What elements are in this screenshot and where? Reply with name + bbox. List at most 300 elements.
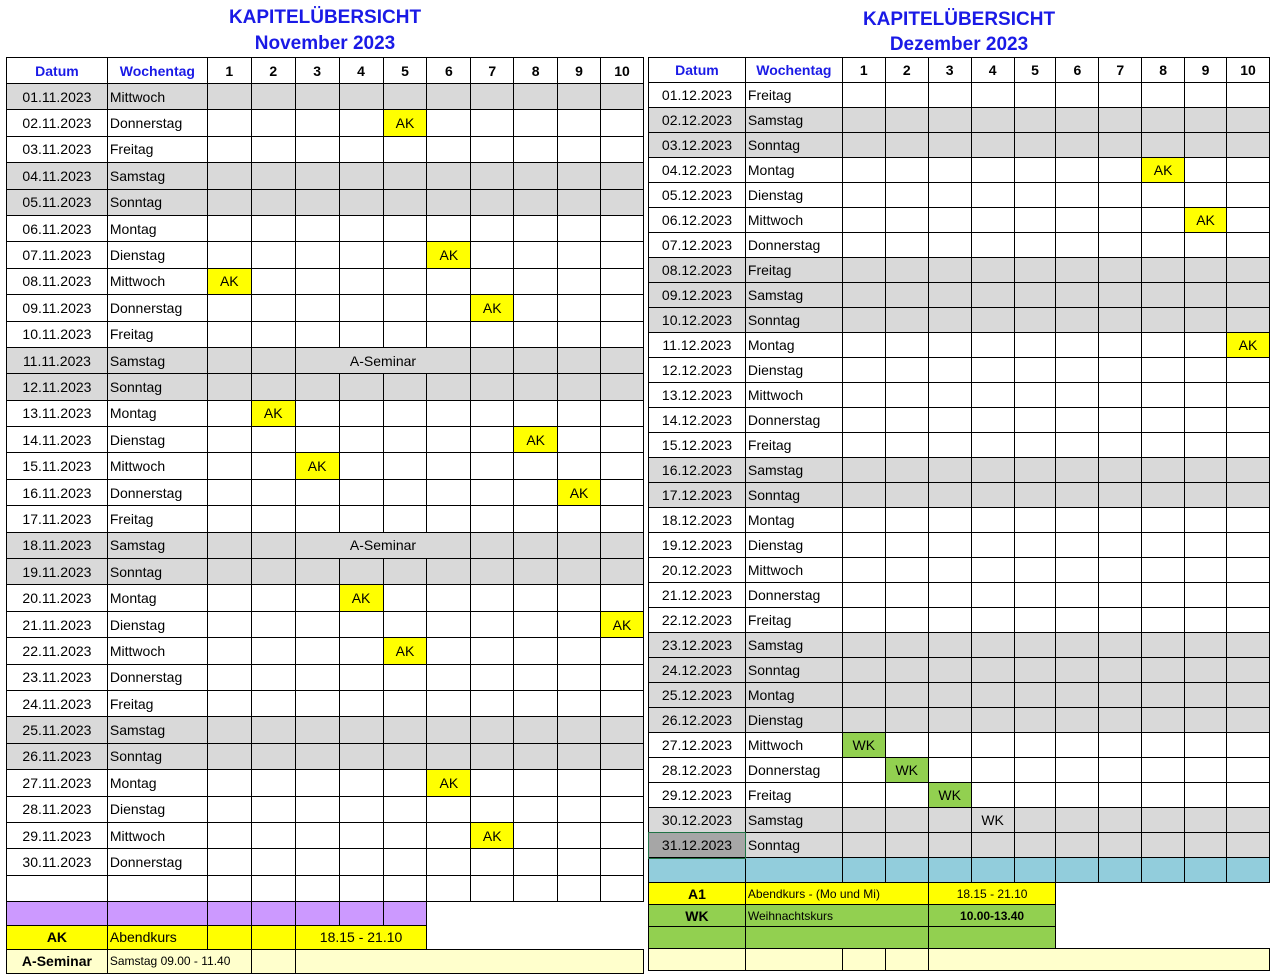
chapter-cell[interactable] [514,268,558,294]
chapter-cell[interactable] [601,664,644,690]
date-cell[interactable]: 14.12.2023 [649,408,746,433]
chapter-cell[interactable] [1099,508,1142,533]
chapter-cell[interactable] [928,483,971,508]
seminar-cell[interactable]: A-Seminar [295,532,471,558]
chapter-cell[interactable] [558,136,601,162]
chapter-cell[interactable] [1099,283,1142,308]
date-cell[interactable]: 18.12.2023 [649,508,746,533]
chapter-cell[interactable] [383,717,427,743]
green-cell[interactable] [649,927,746,949]
chapter-cell[interactable] [928,433,971,458]
chapter-cell[interactable] [971,183,1014,208]
chapter-cell[interactable] [842,183,885,208]
date-cell[interactable]: 10.11.2023 [7,321,108,347]
chapter-cell[interactable] [207,347,251,373]
chapter-cell[interactable] [471,215,514,241]
chapter-cell[interactable] [514,506,558,532]
chapter-cell[interactable] [427,84,471,110]
chapter-cell[interactable] [928,233,971,258]
chapter-cell[interactable] [601,559,644,585]
date-cell[interactable]: 26.12.2023 [649,708,746,733]
weekday-cell[interactable]: Samstag [107,532,207,558]
chapter-cell[interactable] [471,189,514,215]
chapter-cell[interactable] [601,136,644,162]
chapter-cell[interactable] [1099,358,1142,383]
chapter-cell[interactable] [1099,633,1142,658]
date-cell[interactable]: 07.12.2023 [649,233,746,258]
chapter-cell[interactable] [928,683,971,708]
chapter-cell[interactable] [1056,133,1099,158]
chapter-cell[interactable] [514,321,558,347]
chapter-cell[interactable] [514,215,558,241]
chapter-cell[interactable] [885,308,928,333]
chapter-cell[interactable] [1185,508,1227,533]
chapter-cell[interactable] [1056,583,1099,608]
chapter-cell[interactable] [251,743,295,769]
chapter-cell[interactable] [928,533,971,558]
weekday-cell[interactable]: Donnerstag [745,408,842,433]
chapter-mark-ak[interactable]: AK [1142,158,1185,183]
date-cell[interactable]: 20.12.2023 [649,558,746,583]
chapter-cell[interactable] [295,559,339,585]
chapter-cell[interactable] [427,849,471,875]
chapter-cell[interactable] [1226,658,1269,683]
chapter-cell[interactable] [207,427,251,453]
chapter-cell[interactable] [1014,233,1056,258]
date-cell[interactable]: 27.11.2023 [7,770,108,796]
chapter-cell[interactable] [1099,183,1142,208]
chapter-cell[interactable] [427,268,471,294]
chapter-cell[interactable] [295,136,339,162]
chapter-cell[interactable] [514,163,558,189]
chapter-cell[interactable] [295,400,339,426]
chapter-cell[interactable] [339,638,383,664]
chapter-cell[interactable] [251,717,295,743]
chapter-cell[interactable] [1014,608,1056,633]
weekday-cell[interactable]: Dienstag [745,358,842,383]
chapter-cell[interactable] [1099,458,1142,483]
chapter-cell[interactable] [842,833,885,858]
weekday-cell[interactable]: Sonntag [745,308,842,333]
lavender-cell[interactable] [107,901,207,925]
chapter-cell[interactable] [885,433,928,458]
chapter-cell[interactable] [1142,408,1185,433]
ly-cell[interactable] [928,949,1269,971]
teal-cell[interactable] [971,858,1014,883]
chapter-cell[interactable] [1099,333,1142,358]
chapter-cell[interactable] [971,533,1014,558]
weekday-cell[interactable]: Mittwoch [745,208,842,233]
date-cell[interactable]: 11.12.2023 [649,333,746,358]
chapter-cell[interactable] [558,532,601,558]
weekday-cell[interactable]: Samstag [107,717,207,743]
date-cell[interactable]: 09.11.2023 [7,295,108,321]
chapter-cell[interactable] [514,585,558,611]
chapter-cell[interactable] [207,295,251,321]
chapter-cell[interactable] [471,163,514,189]
chapter-cell[interactable] [601,163,644,189]
date-cell[interactable]: 28.12.2023 [649,758,746,783]
chapter-cell[interactable] [1056,233,1099,258]
chapter-cell[interactable] [383,427,427,453]
chapter-cell[interactable] [339,84,383,110]
date-cell[interactable]: 24.12.2023 [649,658,746,683]
chapter-cell[interactable] [295,215,339,241]
chapter-cell[interactable] [1056,183,1099,208]
chapter-cell[interactable] [1099,483,1142,508]
empty-cell[interactable] [471,875,514,901]
chapter-cell[interactable] [1185,358,1227,383]
chapter-cell[interactable] [1226,783,1269,808]
chapter-cell[interactable] [1099,208,1142,233]
chapter-cell[interactable] [1142,183,1185,208]
chapter-cell[interactable] [514,295,558,321]
chapter-cell[interactable] [427,690,471,716]
chapter-cell[interactable] [558,189,601,215]
chapter-cell[interactable] [1226,633,1269,658]
empty-cell[interactable] [339,875,383,901]
chapter-cell[interactable] [842,208,885,233]
chapter-cell[interactable] [842,458,885,483]
chapter-cell[interactable] [1014,308,1056,333]
empty-cell[interactable] [558,875,601,901]
chapter-cell[interactable] [1014,483,1056,508]
green-cell[interactable] [928,927,1056,949]
date-cell[interactable]: 26.11.2023 [7,743,108,769]
date-cell[interactable]: 02.12.2023 [649,108,746,133]
chapter-cell[interactable] [842,83,885,108]
chapter-cell[interactable] [885,783,928,808]
chapter-cell[interactable] [251,638,295,664]
chapter-cell[interactable] [1056,833,1099,858]
chapter-cell[interactable] [1226,283,1269,308]
chapter-cell[interactable] [885,733,928,758]
chapter-cell[interactable] [1185,408,1227,433]
chapter-cell[interactable] [601,822,644,848]
seminar-cell[interactable]: A-Seminar [295,347,471,373]
chapter-cell[interactable] [295,479,339,505]
chapter-cell[interactable] [842,333,885,358]
chapter-mark-ak[interactable]: AK [1185,208,1227,233]
date-cell[interactable]: 06.11.2023 [7,215,108,241]
date-cell[interactable]: 08.12.2023 [649,258,746,283]
chapter-cell[interactable] [471,559,514,585]
chapter-cell[interactable] [928,408,971,433]
chapter-cell[interactable] [842,408,885,433]
chapter-cell[interactable] [971,258,1014,283]
chapter-cell[interactable] [885,258,928,283]
chapter-cell[interactable] [1185,83,1227,108]
chapter-cell[interactable] [471,849,514,875]
chapter-cell[interactable] [558,611,601,637]
chapter-cell[interactable] [514,849,558,875]
chapter-cell[interactable] [558,822,601,848]
chapter-cell[interactable] [251,664,295,690]
lavender-cell[interactable] [339,901,383,925]
chapter-cell[interactable] [842,508,885,533]
chapter-cell[interactable] [928,658,971,683]
chapter-cell[interactable] [1226,808,1269,833]
chapter-cell[interactable] [558,347,601,373]
chapter-cell[interactable] [1142,533,1185,558]
chapter-cell[interactable] [1014,208,1056,233]
chapter-cell[interactable] [928,183,971,208]
chapter-cell[interactable] [885,683,928,708]
date-cell[interactable]: 04.11.2023 [7,163,108,189]
chapter-cell[interactable] [339,849,383,875]
chapter-cell[interactable] [471,796,514,822]
chapter-cell[interactable] [514,796,558,822]
chapter-cell[interactable] [471,611,514,637]
chapter-cell[interactable] [295,427,339,453]
chapter-cell[interactable] [601,743,644,769]
chapter-cell[interactable] [1014,658,1056,683]
weekday-cell[interactable]: Sonntag [745,833,842,858]
legend-cell[interactable] [295,949,643,973]
chapter-cell[interactable] [514,400,558,426]
chapter-cell[interactable] [558,163,601,189]
chapter-cell[interactable] [601,506,644,532]
chapter-cell[interactable] [1099,658,1142,683]
chapter-cell[interactable] [339,743,383,769]
chapter-cell[interactable] [514,453,558,479]
chapter-cell[interactable] [1226,608,1269,633]
chapter-cell[interactable] [928,583,971,608]
chapter-cell[interactable] [1014,708,1056,733]
chapter-cell[interactable] [207,743,251,769]
teal-cell[interactable] [1099,858,1142,883]
chapter-cell[interactable] [1056,308,1099,333]
empty-cell[interactable] [251,875,295,901]
chapter-cell[interactable] [928,108,971,133]
chapter-cell[interactable] [1226,508,1269,533]
chapter-cell[interactable] [1056,158,1099,183]
teal-cell[interactable] [1056,858,1099,883]
chapter-cell[interactable] [1185,783,1227,808]
chapter-cell[interactable] [1099,408,1142,433]
chapter-cell[interactable] [339,295,383,321]
chapter-cell[interactable] [971,733,1014,758]
chapter-cell[interactable] [1185,533,1227,558]
chapter-cell[interactable] [1142,708,1185,733]
date-cell[interactable]: 17.11.2023 [7,506,108,532]
chapter-cell[interactable] [558,268,601,294]
chapter-cell[interactable] [601,638,644,664]
chapter-cell[interactable] [928,758,971,783]
teal-cell[interactable] [745,858,842,883]
chapter-cell[interactable] [885,633,928,658]
chapter-cell[interactable] [471,638,514,664]
chapter-cell[interactable] [207,163,251,189]
date-cell[interactable]: 03.11.2023 [7,136,108,162]
chapter-cell[interactable] [1226,158,1269,183]
chapter-cell[interactable] [885,508,928,533]
chapter-cell[interactable] [251,189,295,215]
chapter-cell[interactable] [295,295,339,321]
chapter-cell[interactable] [471,110,514,136]
chapter-cell[interactable] [427,638,471,664]
chapter-cell[interactable] [471,743,514,769]
chapter-cell[interactable] [207,215,251,241]
chapter-cell[interactable] [427,295,471,321]
chapter-cell[interactable] [1185,158,1227,183]
chapter-cell[interactable] [1185,283,1227,308]
chapter-cell[interactable] [383,268,427,294]
weekday-cell[interactable]: Samstag [107,163,207,189]
chapter-cell[interactable] [251,215,295,241]
chapter-cell[interactable] [558,215,601,241]
chapter-cell[interactable] [383,374,427,400]
chapter-cell[interactable] [251,479,295,505]
chapter-cell[interactable] [1099,608,1142,633]
chapter-cell[interactable] [251,796,295,822]
chapter-mark-ak[interactable]: AK [427,242,471,268]
chapter-cell[interactable] [1099,433,1142,458]
chapter-cell[interactable] [383,321,427,347]
weekday-cell[interactable]: Sonntag [107,374,207,400]
chapter-cell[interactable] [1142,808,1185,833]
chapter-cell[interactable] [383,506,427,532]
weekday-cell[interactable]: Mittwoch [107,84,207,110]
chapter-cell[interactable] [1056,258,1099,283]
date-cell[interactable]: 01.12.2023 [649,83,746,108]
chapter-cell[interactable] [885,358,928,383]
ly-cell[interactable] [745,949,842,971]
chapter-cell[interactable] [339,189,383,215]
chapter-cell[interactable] [1226,708,1269,733]
chapter-cell[interactable] [339,215,383,241]
teal-cell[interactable] [1226,858,1269,883]
weekday-cell[interactable]: Donnerstag [745,583,842,608]
chapter-cell[interactable] [601,532,644,558]
date-cell[interactable]: 09.12.2023 [649,283,746,308]
chapter-cell[interactable] [1056,483,1099,508]
chapter-cell[interactable] [339,374,383,400]
chapter-cell[interactable] [1099,783,1142,808]
chapter-cell[interactable] [1056,683,1099,708]
chapter-cell[interactable] [971,583,1014,608]
date-cell[interactable]: 29.11.2023 [7,822,108,848]
date-cell[interactable]: 22.12.2023 [649,608,746,633]
teal-cell[interactable] [1142,858,1185,883]
chapter-cell[interactable] [1185,308,1227,333]
chapter-cell[interactable] [558,453,601,479]
ly-cell[interactable] [649,949,746,971]
chapter-cell[interactable] [383,242,427,268]
chapter-cell[interactable] [971,158,1014,183]
chapter-cell[interactable] [1099,758,1142,783]
chapter-cell[interactable] [1099,383,1142,408]
chapter-cell[interactable] [295,84,339,110]
chapter-cell[interactable] [251,295,295,321]
chapter-cell[interactable] [207,664,251,690]
chapter-mark-ak[interactable]: AK [383,638,427,664]
chapter-cell[interactable] [383,163,427,189]
chapter-cell[interactable] [1226,408,1269,433]
chapter-cell[interactable] [1226,383,1269,408]
chapter-cell[interactable] [1056,108,1099,133]
weekday-cell[interactable]: Montag [107,400,207,426]
chapter-cell[interactable] [558,690,601,716]
chapter-cell[interactable] [1185,458,1227,483]
chapter-cell[interactable] [383,849,427,875]
weekday-cell[interactable]: Freitag [745,433,842,458]
date-cell[interactable]: 28.11.2023 [7,796,108,822]
chapter-cell[interactable] [558,585,601,611]
empty-cell[interactable] [295,875,339,901]
chapter-cell[interactable] [842,633,885,658]
chapter-cell[interactable] [842,658,885,683]
chapter-cell[interactable] [383,822,427,848]
chapter-cell[interactable] [1226,558,1269,583]
chapter-cell[interactable] [383,743,427,769]
weekday-cell[interactable]: Mittwoch [107,638,207,664]
chapter-mark-ak[interactable]: AK [339,585,383,611]
weekday-cell[interactable]: Montag [107,770,207,796]
weekday-cell[interactable]: Montag [745,158,842,183]
chapter-cell[interactable] [1226,208,1269,233]
chapter-cell[interactable] [601,189,644,215]
chapter-cell[interactable] [1056,658,1099,683]
weekday-cell[interactable]: Freitag [745,608,842,633]
chapter-cell[interactable] [885,608,928,633]
chapter-cell[interactable] [251,242,295,268]
weekday-cell[interactable]: Donnerstag [107,479,207,505]
chapter-cell[interactable] [207,717,251,743]
weekday-cell[interactable]: Sonntag [107,559,207,585]
date-cell[interactable]: 15.12.2023 [649,433,746,458]
chapter-cell[interactable] [971,83,1014,108]
weekday-cell[interactable]: Dienstag [107,242,207,268]
chapter-cell[interactable] [339,321,383,347]
chapter-cell[interactable] [383,796,427,822]
chapter-cell[interactable] [558,664,601,690]
chapter-cell[interactable] [1185,258,1227,283]
chapter-cell[interactable] [514,84,558,110]
chapter-cell[interactable] [601,84,644,110]
chapter-cell[interactable] [427,585,471,611]
chapter-cell[interactable] [1014,683,1056,708]
weekday-cell[interactable]: Montag [107,585,207,611]
chapter-cell[interactable] [842,358,885,383]
chapter-cell[interactable] [1142,558,1185,583]
chapter-cell[interactable] [558,110,601,136]
chapter-cell[interactable] [842,583,885,608]
date-cell[interactable]: 13.11.2023 [7,400,108,426]
chapter-cell[interactable] [1099,533,1142,558]
lavender-cell[interactable] [7,901,108,925]
chapter-cell[interactable] [1014,408,1056,433]
chapter-cell[interactable] [207,638,251,664]
date-cell[interactable]: 10.12.2023 [649,308,746,333]
chapter-cell[interactable] [471,242,514,268]
chapter-cell[interactable] [383,585,427,611]
chapter-cell[interactable] [885,383,928,408]
chapter-cell[interactable] [928,833,971,858]
chapter-cell[interactable] [514,479,558,505]
weekday-cell[interactable]: Montag [745,508,842,533]
chapter-cell[interactable] [601,479,644,505]
chapter-cell[interactable] [885,233,928,258]
legend-cell[interactable] [207,925,251,949]
chapter-cell[interactable] [1142,733,1185,758]
chapter-cell[interactable] [295,321,339,347]
chapter-cell[interactable] [339,770,383,796]
chapter-cell[interactable] [558,506,601,532]
chapter-cell[interactable] [339,664,383,690]
chapter-cell[interactable] [971,433,1014,458]
weekday-cell[interactable]: Sonntag [107,189,207,215]
